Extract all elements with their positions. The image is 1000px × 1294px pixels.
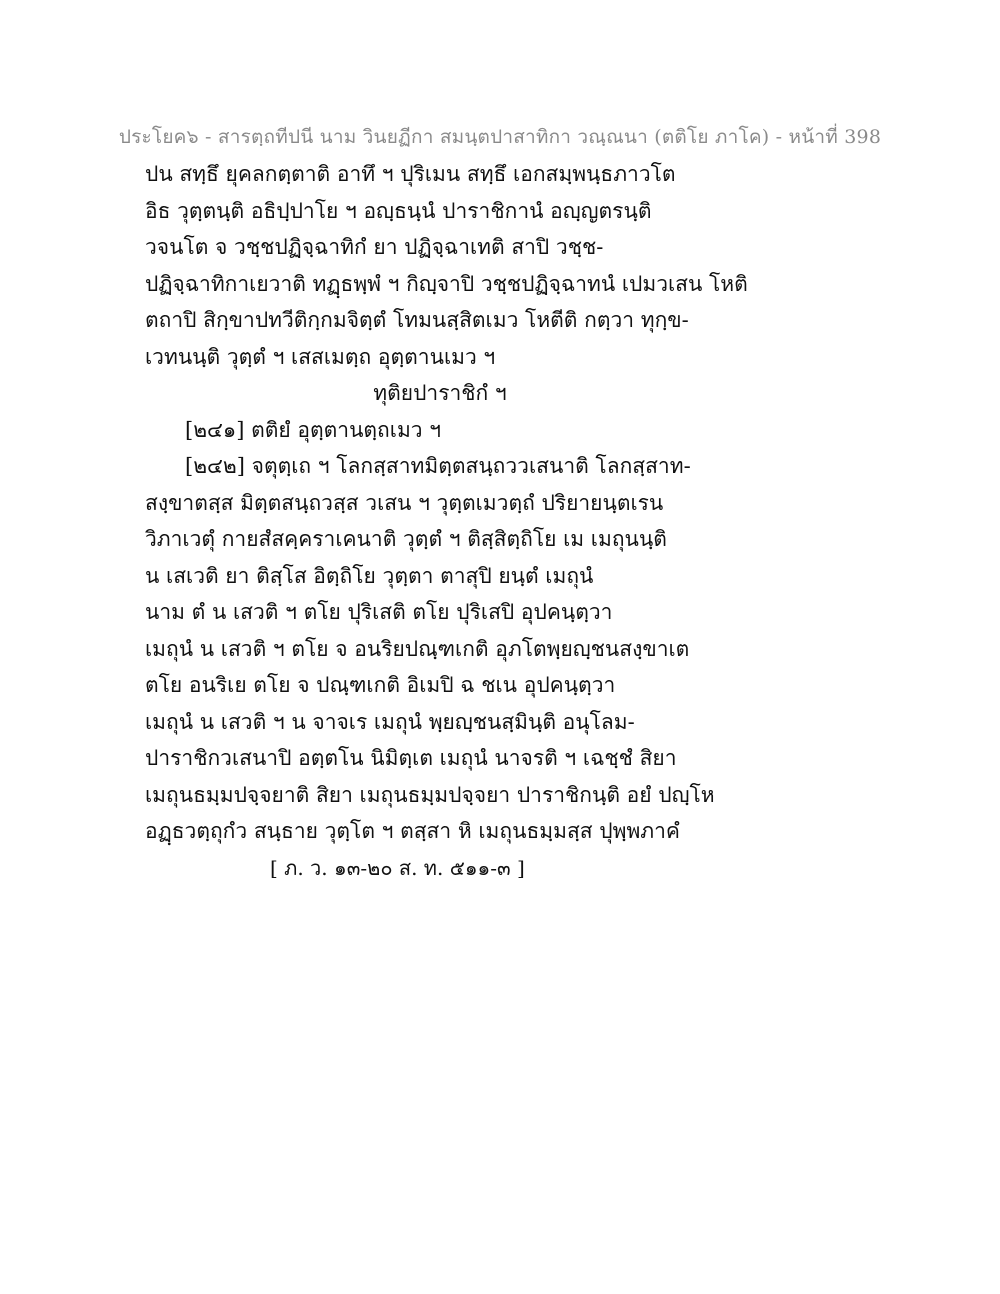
text-line: อฏฺธวตฺถุกํว สนฺธาย วุตฺโต ฯ ตสฺสา หิ เมถุนธมฺมสฺส ปุพฺพภาคํ (145, 819, 680, 843)
section-heading: ทุติยปาราชิกํ ฯ (373, 381, 507, 405)
text-line: ตโย อนริเย ตโย จ ปณฺฑเกติ อิเมปิ ฉ ชเน อุปคนฺตฺวา (145, 673, 616, 697)
text-line: อิธ วุตฺตนฺติ อธิปฺปาโย ฯ อญฺธนฺนํ ปาราชิกานํ อญฺญตรนฺติ (145, 198, 652, 223)
text-line: ปน สทฺธึ ยุคลกตฺตาติ อาทึ ฯ ปุริเมน สทฺธึ เอกสมฺพนฺธภาวโต (145, 162, 676, 186)
text-line: ปาราชิกวเสนาปิ อตฺตโน นิมิตฺเต เมถุนํ นาจรติ ฯ เฉชฺชํ สิยา (145, 746, 677, 770)
text-line: ตถาปิ สิกฺขาปทวีติกฺกมจิตฺตํ โทมนสฺสิตเมว โหตีติ กตฺวา ทุกฺข- (145, 308, 689, 332)
text-line: น เสเวติ ยา ติสฺโส อิตฺถิโย วุตฺตา ตาสุปิ ยนฺตํ เมถุนํ (145, 563, 594, 588)
page-header: ประโยค๖ - สารตฺถทีปนี นาม วินยฏีกา สมนฺตปาสาทิกา วณฺณนา (ตติโย ภาโค) - หน้าที่ 398 (118, 126, 882, 148)
text-line: เมถุนํ น เสวติ ฯ น จาจเร เมถุนํ พฺยญฺชนสฺมินฺติ อนุโลม- (145, 709, 635, 734)
text-line: เมถุนํ น เสวติ ฯ ตโย จ อนริยปณฺฑเกติ อุภโตพฺยญฺชนสงฺขาเต (145, 636, 690, 661)
paragraph-start: [๒๔๑] ตติยํ อุตฺตานตฺถเมว ฯ (185, 417, 442, 442)
paragraph-start: [๒๔๒] จตุตฺเถ ฯ โลกสฺสาทมิตฺตสนฺถววเสนาติ โลกสฺสาท- (185, 454, 691, 478)
text-line: เวทนนฺติ วุตฺตํ ฯ เสสเมตฺถ อุตฺตานเมว ฯ (145, 344, 496, 369)
text-line: นาม ตํ น เสวติ ฯ ตโย ปุริเสติ ตโย ปุริเสปิ อุปคนฺตฺวา (145, 600, 613, 624)
document-body (145, 156, 748, 886)
text-line: เมถุนธมฺมปจฺจยาติ สิยา เมถุนธมฺมปจฺจยา ปาราชิกนฺติ อยํ ปญฺโห (145, 782, 715, 807)
text-line: วิภาเวตุํ กายสํสคฺคราเคนาติ วุตฺตํ ฯ ติสฺสิตฺถิโย เม เมถุนนฺติ (145, 527, 667, 551)
text-line: ปฏิจฺฉาทิกาเยวาติ ทฏฺธพฺพํ ฯ กิญฺจาปิ วชฺชปฏิจฺฉาทนํ เปมวเสน โหติ (145, 271, 748, 296)
reference-note: [ ภ. ว. ๑๓-๒๐ ส. ท. ๕๑๑-๓ ] (270, 855, 525, 880)
text-line: วจนโต จ วชฺชปฏิจฺฉาทิกํ ยา ปฏิจฺฉาเทติ สาปิ วชฺช- (145, 235, 604, 259)
text-line: สงฺขาตสฺส มิตฺตสนฺถวสฺส วเสน ฯ วุตฺตเมวตฺถํ ปริยายนฺตเรน (145, 490, 664, 515)
